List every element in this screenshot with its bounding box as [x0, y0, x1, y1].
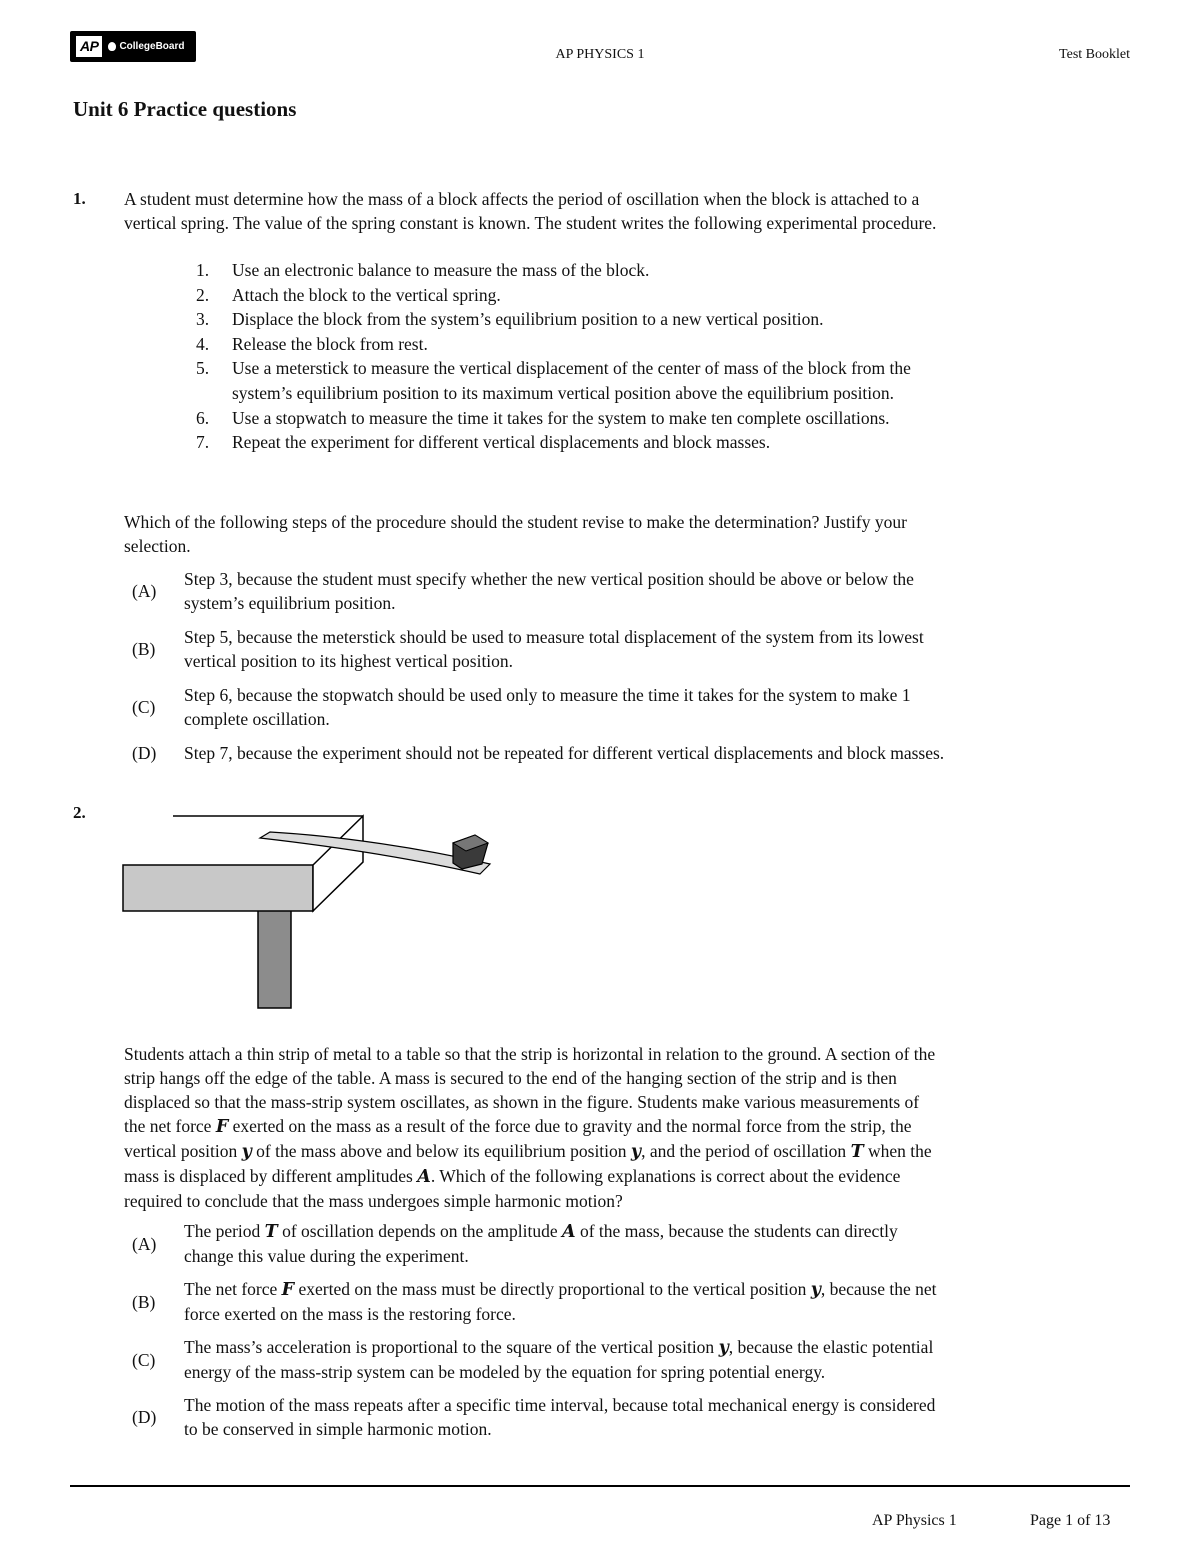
college-board-name: CollegeBoard [119, 41, 185, 52]
ap-logo-text: AP [76, 36, 102, 57]
header-booklet: Test Booklet [1059, 47, 1130, 62]
q1-choice-d[interactable]: (D) Step 7, because the experiment should not be repeated for different vertical displacements and block masses. [124, 741, 1124, 765]
choice-letter: (B) [132, 639, 156, 659]
question-1-number: 1. [73, 189, 86, 208]
procedure-list [196, 258, 1096, 455]
procedure-step-continued: system’s equilibrium position to its maximum vertical position above the equilibrium position. [232, 382, 895, 403]
question-1-prompt [124, 187, 1144, 235]
choice-letter: (D) [132, 1407, 157, 1427]
var-y: y [241, 1142, 252, 1162]
var-T: T [850, 1142, 864, 1162]
choice-letter: (A) [132, 581, 157, 601]
choice-letter: (B) [132, 1291, 156, 1312]
q2-choice-b[interactable]: (B) The net force F exerted on the mass must be directly proportional to the vertical position y, because the net force exerted on the mass is the restoring force. [124, 1277, 1124, 1326]
choice-letter: (A) [132, 1233, 157, 1254]
q1-choice-b[interactable]: (B) Step 5, because the meterstick should be used to measure total displacement of the system from its lowest vertical position to its highest vertical position. [124, 625, 1124, 673]
stem-line: selection. [124, 536, 191, 556]
procedure-step: 7. Repeat the experiment for different vertical displacements and block masses. [196, 432, 771, 453]
var-y: y [630, 1142, 642, 1162]
table-front [123, 865, 313, 911]
footer-course: AP Physics 1 [872, 1512, 957, 1529]
question-2-number: 2. [73, 803, 86, 822]
page-title: Unit 6 Practice questions [73, 97, 297, 121]
question-1-stem [124, 510, 1144, 558]
q2-choice-d[interactable]: (D) The motion of the mass repeats after a specific time interval, because total mechanical energy is considered to be conserved in simple harmonic motion. [124, 1393, 1124, 1441]
procedure-step: 6. Use a stopwatch to measure the time it takes for the system to make ten complete oscillations. [196, 407, 890, 428]
q1-choice-c[interactable]: (C) Step 6, because the stopwatch should be used only to measure the time it takes for the system to make 1 complete oscillation. [124, 683, 1124, 731]
prompt-line: A student must determine how the mass of a block affects the period of oscillation when the block is attached to a [124, 189, 920, 209]
choice-letter: (C) [132, 1349, 156, 1370]
procedure-step: 5. Use a meterstick to measure the vertical displacement of the center of mass of the block from the [196, 358, 911, 379]
q1-choice-a[interactable]: (A) Step 3, because the student must specify whether the new vertical position should be above or below the system’s equilibrium position. [124, 567, 1124, 615]
page-number: Page 1 of 13 [1030, 1512, 1111, 1529]
question-2-prompt: Students attach a thin strip of metal to a table so that the strip is horizontal in relation to the ground. A section of the strip hangs off the edge of the table. A mass is secured to the end of the hanging section of the strip and is then displaced so that the mass-strip system oscillates, as shown in the figure. Students make various measurements of the net force F exerted on the mass as a result of the force due to gravity and the normal force from the strip, the vertical position y of the mass above and below its equilibrium position y, and the period of oscillation T when the mass is displaced by different amplitudes A. Which of the following explanations is correct about the evidence required to conclude that the mass undergoes simple harmonic motion? [124, 1044, 936, 1211]
choice-letter: (D) [132, 743, 157, 763]
stem-line: Which of the following steps of the procedure should the student revise to make the determination? Justify your [124, 512, 907, 532]
choice-letter: (C) [132, 697, 156, 717]
table-leg [258, 908, 291, 1008]
header-course: AP PHYSICS 1 [555, 47, 645, 62]
q2-choice-a[interactable]: (A) The period T of oscillation depends on the amplitude A of the mass, because the students can directly change this value during the experiment. [124, 1219, 1124, 1268]
procedure-step: 2. Attach the block to the vertical spring. [196, 284, 501, 305]
procedure-step: 3. Displace the block from the system’s equilibrium position to a new vertical position. [196, 309, 824, 330]
prompt-line: vertical spring. The value of the spring constant is known. The student writes the following experimental procedure. [124, 213, 937, 233]
var-F: F [215, 1117, 229, 1137]
var-A: A [417, 1167, 431, 1187]
table-strip-figure [120, 808, 500, 1014]
q2-choice-c[interactable]: (C) The mass’s acceleration is proportional to the square of the vertical position y, because the elastic potential energy of the mass-strip system can be modeled by the equation for spring potential energy. [124, 1335, 1124, 1384]
footer-rule [70, 1485, 1130, 1487]
procedure-step: 1. Use an electronic balance to measure the mass of the block. [196, 260, 650, 280]
procedure-step: 4. Release the block from rest. [196, 333, 428, 354]
